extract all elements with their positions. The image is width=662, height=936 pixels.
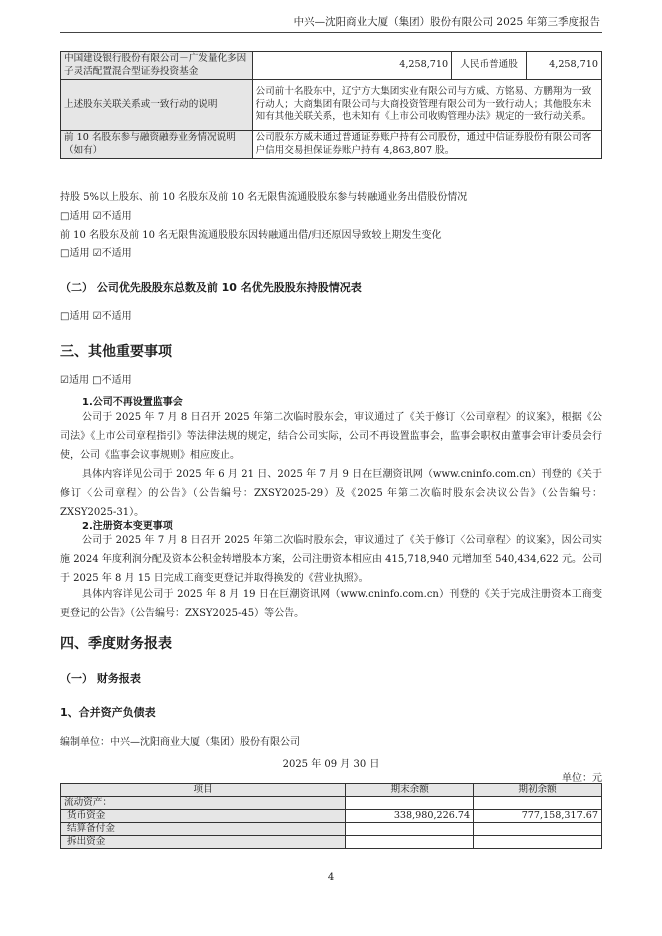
row-begin bbox=[474, 797, 602, 810]
item2-paragraph2: 具体内容详见公司于 2025 年 8 月 19 日在巨潮资讯网（www.cninfo.com.cn）刊登的《关于完成注册资本工商变更登记的公告》（公告编号：ZXSY2025-45）等公告。 bbox=[60, 589, 602, 619]
table-row bbox=[61, 131, 602, 159]
section3-title: 三、其他重要事项 bbox=[60, 344, 172, 360]
item1-paragraph1: 公司于 2025 年 7 月 8 日召开 2025 年第二次临时股东会，审议通过了《关于修订〈公司章程〉的议案》，根据《公司法》《上市公司章程指引》等法律法规的规定，结合公司实际，公司不再设置监事会，监事会职权由董事会审计委员会行使，公司《监事会议事规则》相应废止。 bbox=[60, 412, 602, 461]
table-row bbox=[61, 823, 602, 836]
statement-date: 2025 年 09 月 30 日 bbox=[282, 759, 380, 770]
item2-title: 2.注册资本变更事项 bbox=[82, 521, 173, 532]
change-note: 前 10 名股东及前 10 名无限售流通股股东因转融通出借/归还原因导致较上期发生变化 bbox=[60, 230, 442, 241]
row-end: 338,980,226.74 bbox=[346, 810, 474, 823]
row-item: 拆出资金 bbox=[61, 836, 346, 849]
item1-paragraph2: 具体内容详见公司于 2025 年 6 月 21 日、2025 年 7 月 9 日在巨潮资讯网（www.cninfo.com.cn）刊登的《关于修订〈公司章程〉的公告》（公告编号：ZXSY2025-29）及《2025 年第二次临时股东会决议公告》（公告编号：ZXSY2025-31）。 bbox=[60, 469, 602, 518]
section3-options: ☑适用 □不适用 bbox=[60, 375, 132, 386]
item1-title: 1.公司不再设置监事会 bbox=[82, 397, 183, 408]
row-end bbox=[346, 836, 474, 849]
change-options: □适用 ☑不适用 bbox=[60, 248, 132, 259]
financial-statements-title: （一） 财务报表 bbox=[60, 672, 141, 685]
balance-sheet-title: 1、合并资产负债表 bbox=[60, 706, 156, 719]
lending-note: 持股 5%以上股东、前 10 名股东及前 10 名无限售流通股股东参与转融通业务出借股份情况 bbox=[60, 192, 468, 203]
header-end-balance: 期末余额 bbox=[346, 784, 474, 797]
share-type-count-cell: 4,258,710 bbox=[527, 52, 602, 80]
header-divider bbox=[60, 32, 602, 33]
margin-label-cell: 前 10 名股东参与融资融券业务情况说明（如有） bbox=[61, 131, 253, 159]
share-type-cell: 人民币普通股 bbox=[452, 52, 527, 80]
holder-shares-cell: 4,258,710 bbox=[252, 52, 452, 80]
header-item: 项目 bbox=[61, 784, 346, 797]
holder-name-cell: 中国建设银行股份有限公司－广发量化多因子灵活配置混合型证券投资基金 bbox=[61, 52, 253, 80]
row-end bbox=[346, 797, 474, 810]
header-begin-balance: 期初余额 bbox=[474, 784, 602, 797]
preferred-shares-title: （二） 公司优先股股东总数及前 10 名优先股股东持股情况表 bbox=[60, 281, 362, 294]
item2-paragraph1: 公司于 2025 年 7 月 8 日召开 2025 年第二次临时股东会，审议通过了《关于修订〈公司章程〉的议案》，因公司实施 2024 年度利润分配及资本公积金转增股本方案，公司注册资本相应由 415,718,940 元增加至 540,434,622 元。公司于 2025 年 8 月 15 日完成工商变更登记并取得换发的《营业执照》。 bbox=[60, 535, 602, 584]
table-row bbox=[61, 52, 602, 80]
relation-label-cell: 上述股东关联关系或一致行动的说明 bbox=[61, 80, 253, 131]
table-row bbox=[61, 836, 602, 849]
margin-content-cell: 公司股东方威未通过普通证券账户持有公司股份，通过中信证券股份有限公司客户信用交易担保证券账户持有 4,863,807 股。 bbox=[252, 131, 602, 159]
relation-content-cell: 公司前十名股东中，辽宁方大集团实业有限公司与方威、方铭易、方鹏翔为一致行动人；大商集团有限公司与大商投资管理有限公司为一致行动人；其他股东未知有其他关联关系，也未知有《上市公司收购管理办法》规定的一致行动关系。 bbox=[252, 80, 602, 131]
table-row bbox=[61, 80, 602, 131]
row-begin: 777,158,317.67 bbox=[474, 810, 602, 823]
row-begin bbox=[474, 823, 602, 836]
table-header-row bbox=[61, 784, 602, 797]
row-item: 流动资产： bbox=[61, 797, 346, 810]
table-row bbox=[61, 797, 602, 810]
preferred-options: □适用 ☑不适用 bbox=[60, 311, 132, 322]
page-header: 中兴—沈阳商业大厦（集团）股份有限公司 2025 年第三季度报告 bbox=[293, 16, 600, 28]
unit-label: 单位：元 bbox=[562, 773, 602, 784]
row-begin bbox=[474, 836, 602, 849]
page-number: 4 bbox=[327, 872, 335, 883]
row-end bbox=[346, 823, 474, 836]
row-item: 结算备付金 bbox=[61, 823, 346, 836]
balance-sheet-table bbox=[60, 783, 602, 849]
lending-options: □适用 ☑不适用 bbox=[60, 211, 132, 222]
row-item: 货币资金 bbox=[61, 810, 346, 823]
table-row bbox=[61, 810, 602, 823]
compiler-line: 编制单位：中兴—沈阳商业大厦（集团）股份有限公司 bbox=[60, 737, 300, 748]
shareholder-table bbox=[60, 51, 602, 159]
section4-title: 四、季度财务报表 bbox=[60, 636, 172, 652]
